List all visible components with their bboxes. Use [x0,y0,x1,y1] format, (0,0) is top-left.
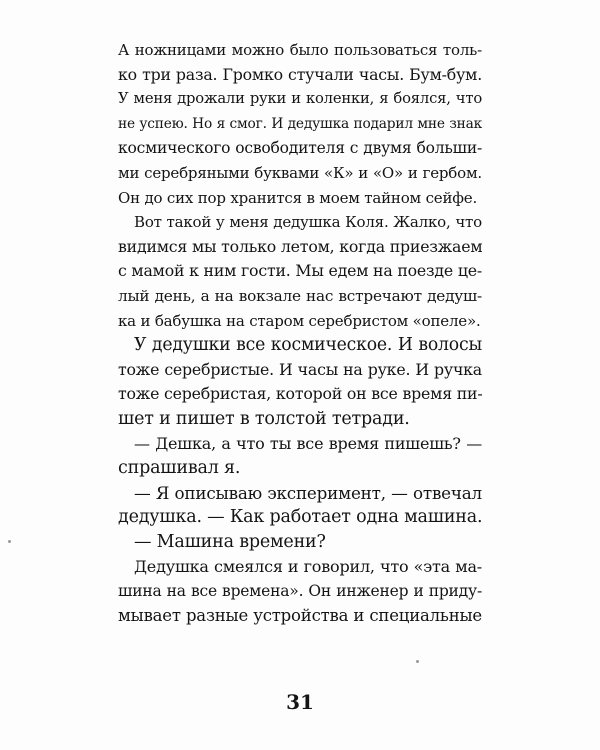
page-number: 31 [286,690,314,714]
text-line: дедушка. — Как работает одна машина. [118,507,483,528]
text-line: ко три раза. Громко стучали часы. Бум-бум. [118,64,482,84]
text-line: не успею. Но я смог. И дедушка подарил мне знак [118,115,482,132]
text-line: А ножницами можно было пользоваться толь- [118,41,482,59]
text-line: Он до сих пор хранится в моем тайном сейфе. [118,188,478,207]
text-line: — Машина времени? [134,532,326,552]
text-line: видимся мы только летом, когда приезжаем [118,236,483,256]
text-line: шет и пишет в толстой тетради. [118,409,410,429]
text-line: тоже серебристые. И часы на руке. И ручка [118,359,482,379]
text-line: — Дешка, а что ты все время пишешь? — [134,433,482,453]
scan-speck [416,660,419,663]
text-line: — Я описываю эксперимент, — отвечал [134,482,482,503]
text-line: ка и бабушка на старом серебристом «опеле». [118,311,481,330]
text-line: ми серебряными буквами «К» и «О» и гербом. [118,164,482,182]
text-line: шина на все времена». Он инженер и приду- [118,582,482,601]
text-line: У меня дрожали руки и коленки, я боялся, что [118,90,482,108]
text-line: спрашивал я. [118,458,241,479]
text-line: Вот такой у меня дедушка Коля. Жалко, что [134,213,482,232]
text-line: лый день, а на вокзале нас встречают дедуш- [118,287,482,305]
text-line: космического освободителя с двумя больши- [118,139,482,158]
text-line: с мамой к ним гости. Мы едем на поезде це- [118,261,483,281]
text-line: тоже серебристая, которой он все время пи- [118,384,483,404]
text-line: Дедушка смеялся и говорил, что «эта ма- [134,556,482,576]
text-line: мывает разные устройства и специальные [118,605,482,625]
scan-speck [8,540,11,543]
text-line: У дедушки все космическое. И волосы [134,335,482,356]
